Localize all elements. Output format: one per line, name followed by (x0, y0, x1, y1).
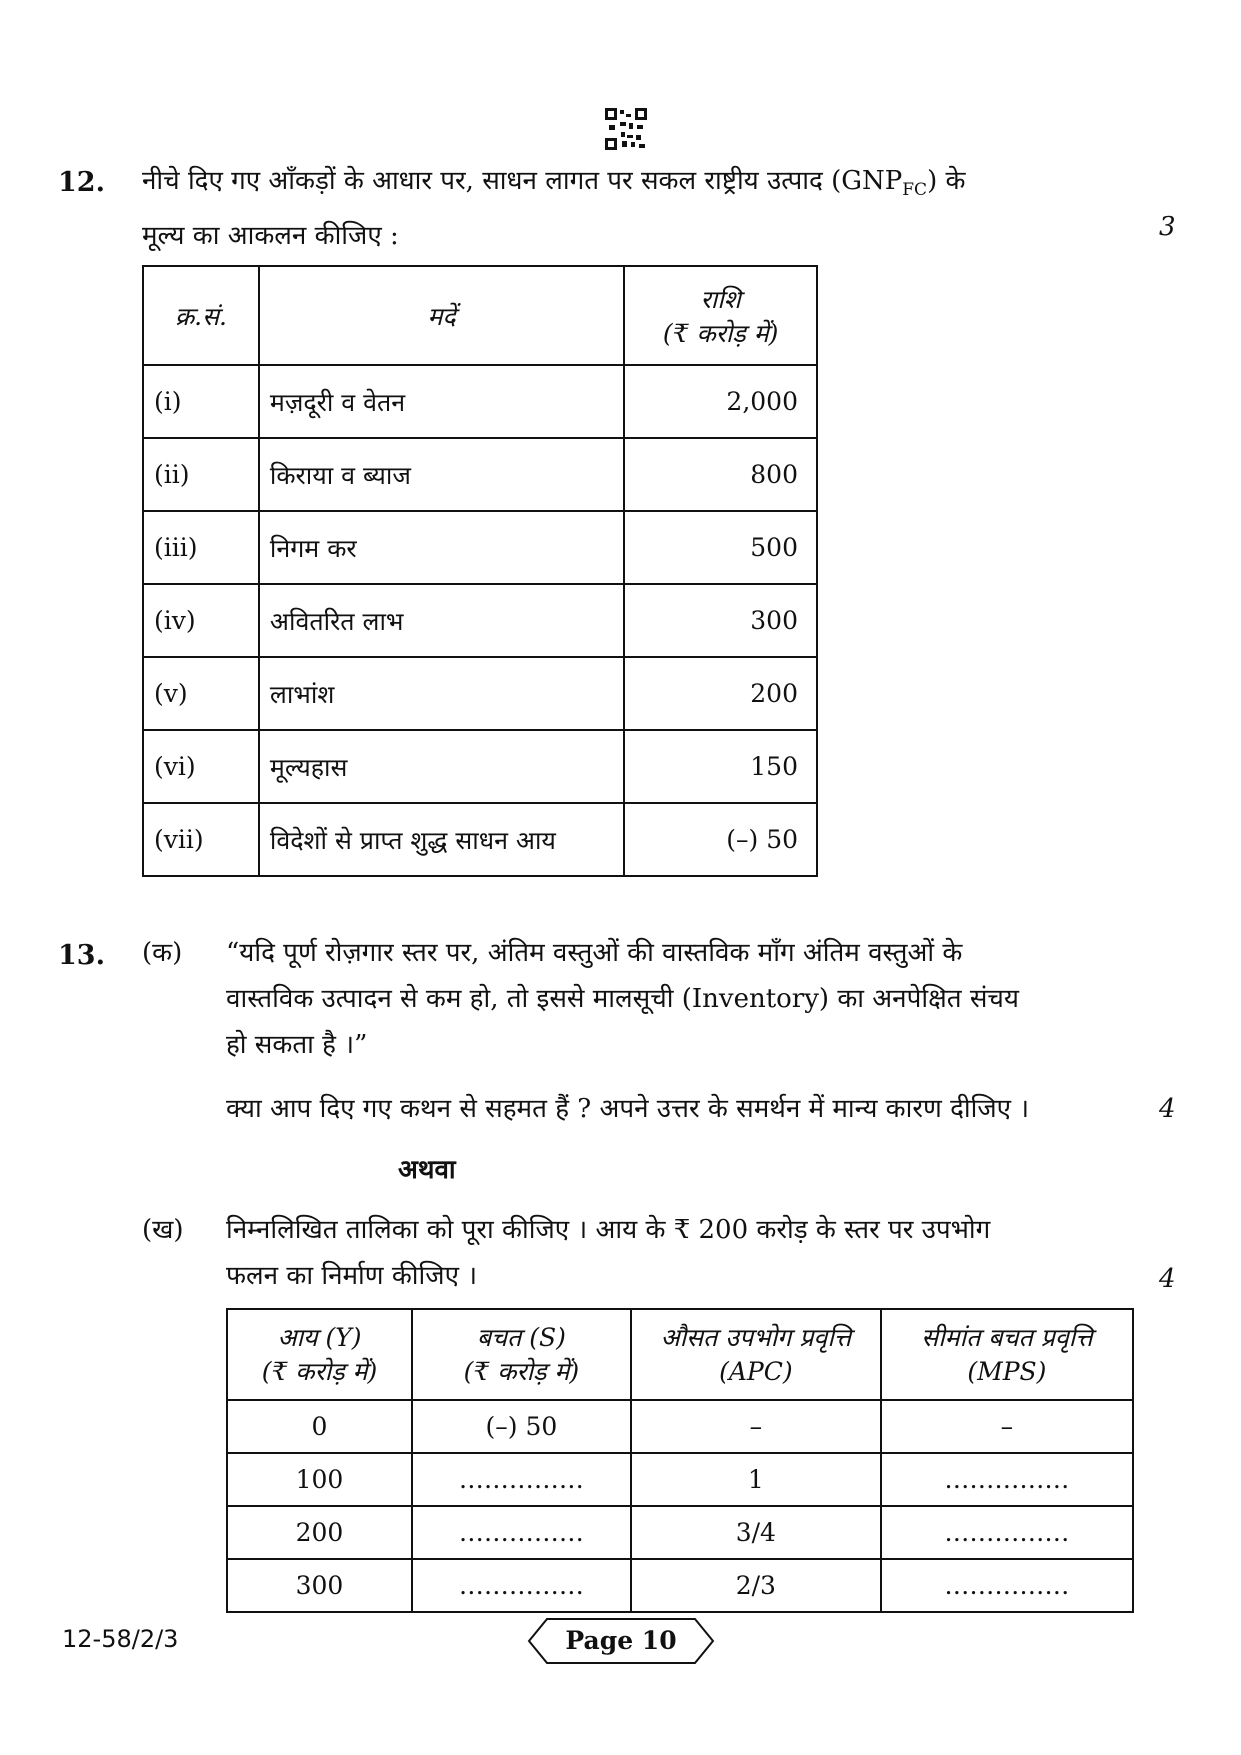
question-13-part-a-marks: 4 (1159, 1094, 1176, 1124)
question-12-line1: नीचे दिए गए आँकड़ों के आधार पर, साधन लागत पर सकल राष्ट्रीय उत्पाद $(GNP_{FC})$ के (142, 166, 966, 201)
table-row: (vi) मूल्यहास 150 (143, 730, 817, 803)
table-row: (iii) निगम कर 500 (143, 511, 817, 584)
table-row: (v) लाभांश 200 (143, 657, 817, 730)
question-13-part-a-label: (क) (142, 938, 183, 968)
table-header-row (227, 1309, 1133, 1400)
header-item: मदें (259, 266, 624, 365)
table-row: 0 (–) 50 – – (227, 1400, 1133, 1453)
header-income: आय (Y) (₹ करोड़ में) (227, 1309, 412, 1400)
header-mps: सीमांत बचत प्रवृत्ति (MPS) (881, 1309, 1133, 1400)
question-13-part-a-question: क्या आप दिए गए कथन से सहमत हैं ? अपने उत्तर के समर्थन में मान्य कारण दीजिए । (226, 1094, 1030, 1124)
table-header-row (143, 266, 817, 365)
question-12-text (142, 158, 1132, 259)
qr-code-image (605, 108, 647, 150)
question-13-number: 13. (58, 940, 105, 971)
header-amount: राशि (₹ करोड़ में) (624, 266, 817, 365)
consumption-table (226, 1308, 1134, 1613)
header-apc: औसत उपभोग प्रवृत्ति (APC) (631, 1309, 881, 1400)
question-12-marks: 3 (1159, 212, 1176, 242)
page-number: Page 10 (565, 1626, 677, 1655)
table-row: (i) मज़दूरी व वेतन 2,000 (143, 365, 817, 438)
question-12-line2: मूल्य का आकलन कीजिए : (142, 221, 399, 252)
table-row: 200 …………… 3/4 …………… (227, 1506, 1133, 1559)
table-row: (ii) किराया व ब्याज 800 (143, 438, 817, 511)
question-12-number: 12. (58, 167, 105, 198)
or-separator: अथवा (398, 1155, 456, 1185)
question-13-part-b-marks: 4 (1159, 1264, 1176, 1294)
header-sno: क्र.सं. (143, 266, 259, 365)
paper-code: 12-58/2/3 (62, 1625, 179, 1653)
question-13-part-a-quote: “यदि पूर्ण रोज़गार स्तर पर, अंतिम वस्तुओं की वास्तविक माँग अंतिम वस्तुओं के वास्तविक उत्पादन से कम हो, तो इससे मालसूची (Inventory) का अनपेक्षित संचय हो सकता है ।” (226, 938, 1019, 1060)
table-row: (vii) विदेशों से प्राप्त शुद्ध साधन आय (–) 50 (143, 803, 817, 876)
question-13-part-b-text: निम्नलिखित तालिका को पूरा कीजिए । आय के ₹ 200 करोड़ के स्तर पर उपभोग फलन का निर्माण कीजिए । (226, 1215, 991, 1291)
table-row: 100 …………… 1 …………… (227, 1453, 1133, 1506)
gnp-data-table (142, 265, 818, 877)
table-row: 300 …………… 2/3 …………… (227, 1559, 1133, 1612)
header-saving: बचत (S) (₹ करोड़ में) (412, 1309, 631, 1400)
table-row: (iv) अवितरित लाभ 300 (143, 584, 817, 657)
question-13-part-b-label: (ख) (142, 1215, 184, 1245)
